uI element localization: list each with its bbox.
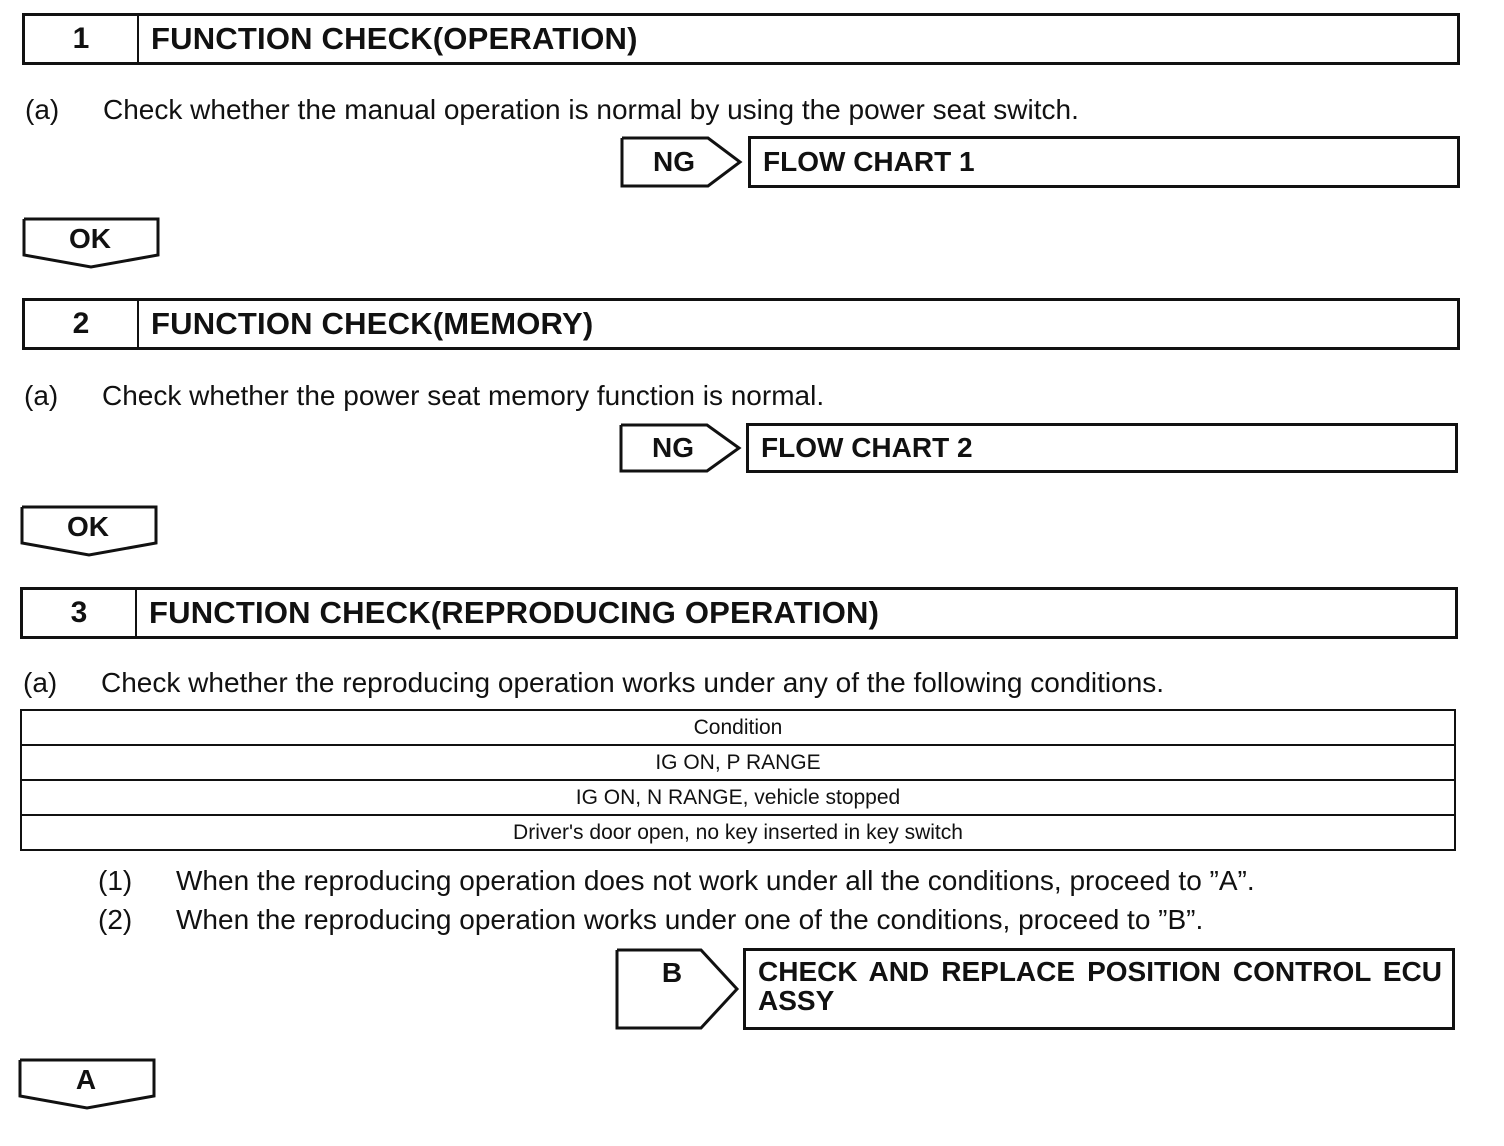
step-3-header (20, 587, 1458, 639)
item-label: (a) (23, 667, 58, 698)
flow-chart-1-box (748, 136, 1460, 188)
table-cell: IG ON, P RANGE (21, 745, 1455, 780)
ok-tag-1 (22, 217, 160, 269)
item-text: Check whether the manual operation is normal by using the power seat switch. (103, 94, 1079, 125)
table-header-cell: Condition (21, 710, 1455, 745)
a-tag (18, 1058, 156, 1110)
sub-item-text: When the reproducing operation works under one of the conditions, proceed to ”B”. (176, 904, 1204, 935)
table-row (21, 780, 1455, 815)
table-header-row (21, 710, 1455, 745)
sub-item-2 (98, 904, 1203, 936)
table-row (21, 815, 1455, 850)
table-row (21, 745, 1455, 780)
step-2-instruction (24, 380, 824, 412)
ng-tag-2 (619, 423, 743, 473)
replace-ecu-box (743, 948, 1455, 1030)
step-number: 1 (25, 16, 139, 62)
ok-label: OK (69, 223, 111, 254)
b-label: B (661, 957, 683, 988)
sub-item-label: (1) (98, 865, 133, 896)
ng-label: NG (652, 432, 694, 463)
step-title: FUNCTION CHECK(OPERATION) (151, 21, 638, 56)
step-3-instruction (23, 667, 1164, 699)
step-title: FUNCTION CHECK(REPRODUCING OPERATION) (149, 595, 880, 630)
condition-table-grid (20, 709, 1456, 851)
condition-table (20, 709, 1458, 851)
table-cell: IG ON, N RANGE, vehicle stopped (21, 780, 1455, 815)
ok-label: OK (67, 511, 109, 542)
branch-text: FLOW CHART 2 (761, 432, 973, 463)
step-title: FUNCTION CHECK(MEMORY) (151, 306, 594, 341)
branch-text: CHECK AND REPLACE POSITION CONTROL ECU ASSY (758, 956, 1442, 1016)
step-1-instruction (25, 94, 1079, 126)
step-2-header (22, 298, 1460, 350)
a-label: A (75, 1064, 97, 1095)
step-number: 3 (23, 590, 137, 636)
item-label: (a) (24, 380, 59, 411)
flow-chart-2-box (746, 423, 1458, 473)
ok-tag-2 (20, 505, 158, 557)
item-label: (a) (25, 94, 60, 125)
b-tag (615, 948, 741, 1030)
branch-text: FLOW CHART 1 (763, 146, 975, 177)
item-text: Check whether the reproducing operation works under any of the following conditions. (101, 667, 1165, 698)
ng-tag-1 (620, 136, 744, 188)
table-cell: Driver's door open, no key inserted in key switch (21, 815, 1455, 850)
item-text: Check whether the power seat memory function is normal. (102, 380, 825, 411)
sub-item-1 (98, 865, 1255, 897)
step-number: 2 (25, 301, 139, 347)
sub-item-text: When the reproducing operation does not work under all the conditions, proceed to ”A”. (176, 865, 1255, 896)
step-1-header (22, 13, 1460, 65)
ng-label: NG (653, 146, 695, 177)
sub-item-label: (2) (98, 904, 133, 935)
